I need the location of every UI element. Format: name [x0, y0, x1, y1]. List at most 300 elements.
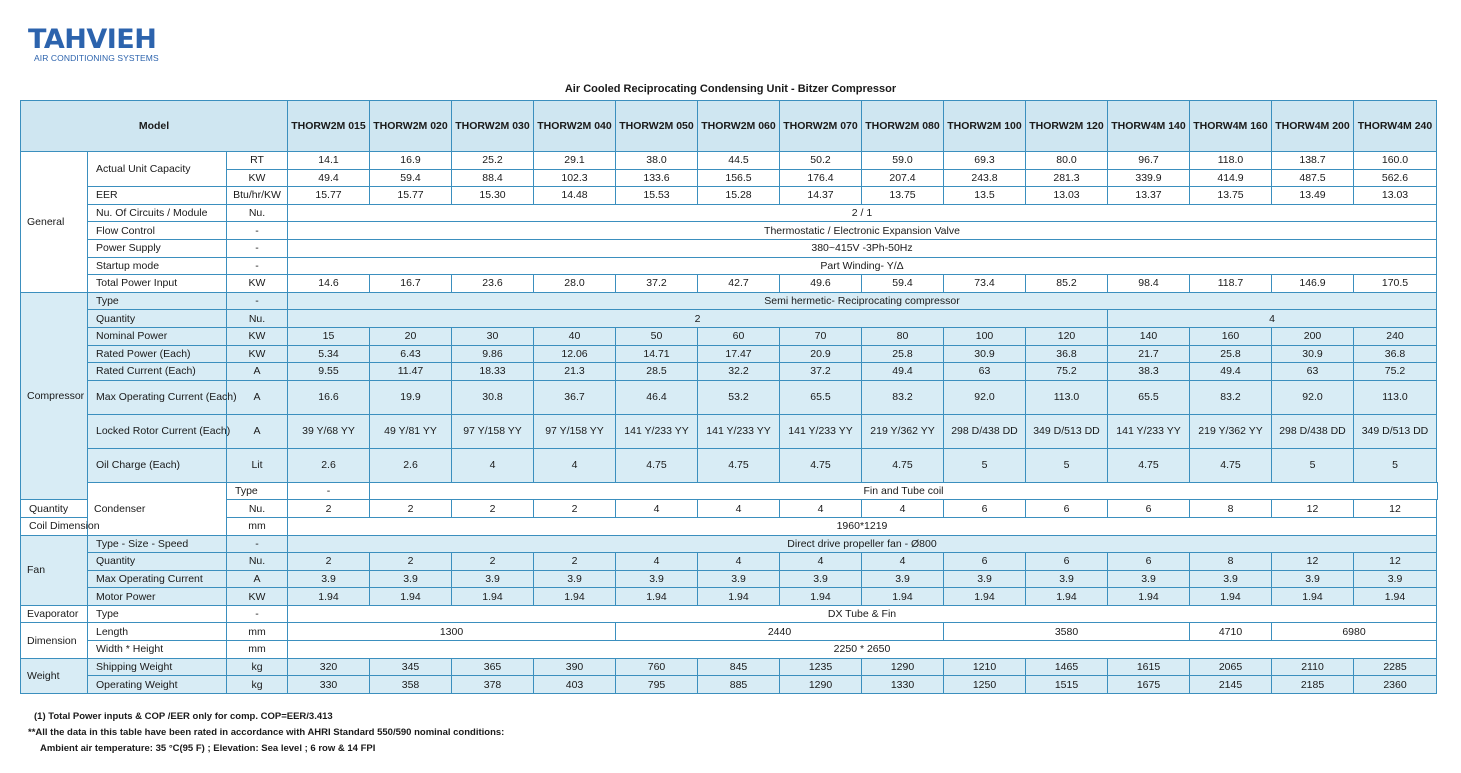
cell: 243.8	[944, 169, 1026, 187]
cell: 3.9	[452, 570, 534, 588]
cell: 3.9	[370, 570, 452, 588]
row-label: Rated Power (Each)	[88, 345, 227, 363]
cell: 1465	[1026, 658, 1108, 676]
cell: 63	[1272, 363, 1354, 381]
cell: 138.7	[1272, 152, 1354, 170]
cell: 14.1	[288, 152, 370, 170]
row-unit: -	[227, 535, 288, 553]
cell: 5	[1354, 448, 1437, 482]
cell: 1.94	[288, 588, 370, 606]
cell: 8	[1190, 500, 1272, 518]
cell: 113.0	[1026, 380, 1108, 414]
row-unit: Lit	[227, 448, 288, 482]
cell: 15.53	[616, 187, 698, 205]
cell: 1.94	[1272, 588, 1354, 606]
cell-span: Part Winding- Y/Δ	[288, 257, 1437, 275]
row-total-power	[21, 275, 1438, 293]
row-capacity-kw	[21, 169, 1438, 187]
cell: 2185	[1272, 676, 1354, 694]
cell: 59.4	[862, 275, 944, 293]
cell: 30	[452, 327, 534, 345]
cell: 97 Y/158 YY	[534, 414, 616, 448]
cell: 73.4	[944, 275, 1026, 293]
row-unit: KW	[227, 169, 288, 187]
row-comp-type	[21, 292, 1438, 310]
group-dimension: Dimension	[21, 623, 88, 658]
row-locked-rotor	[21, 414, 1438, 448]
cell: 25.8	[862, 345, 944, 363]
cell: 141 Y/233 YY	[698, 414, 780, 448]
cell: 25.8	[1190, 345, 1272, 363]
cell: 3.9	[1354, 570, 1437, 588]
cell: 65.5	[1108, 380, 1190, 414]
model-header: THORW4M 140	[1108, 101, 1190, 152]
cell: 15.30	[452, 187, 534, 205]
cell: 11.47	[370, 363, 452, 381]
brand-name: TAHVIEH	[28, 24, 157, 55]
row-label: Shipping Weight	[88, 658, 227, 676]
model-header: THORW2M 100	[944, 101, 1026, 152]
cell-span: Direct drive propeller fan - Ø800	[288, 535, 1437, 553]
cell: 1330	[862, 676, 944, 694]
row-unit: KW	[227, 588, 288, 606]
row-unit: -	[227, 605, 288, 623]
cell: 49.4	[288, 169, 370, 187]
cell: 18.33	[452, 363, 534, 381]
model-label: Model	[21, 101, 288, 152]
cell: 378	[452, 676, 534, 694]
cell: 6	[1026, 553, 1108, 571]
cell: 1.94	[1190, 588, 1272, 606]
row-label: Flow Control	[88, 222, 227, 240]
cell: 3.9	[944, 570, 1026, 588]
cell: 30.9	[1272, 345, 1354, 363]
cell: 3.9	[698, 570, 780, 588]
cell: 345	[370, 658, 452, 676]
cell: 9.55	[288, 363, 370, 381]
row-operating-weight	[21, 676, 1438, 694]
row-unit: mm	[227, 517, 288, 535]
cell: 30.9	[944, 345, 1026, 363]
cell: 390	[534, 658, 616, 676]
row-unit: mm	[227, 641, 288, 659]
cell: 50.2	[780, 152, 862, 170]
row-label: Nominal Power	[88, 327, 227, 345]
cell: 12	[1272, 553, 1354, 571]
cell: 6.43	[370, 345, 452, 363]
cell: 156.5	[698, 169, 780, 187]
row-label: Type	[227, 482, 288, 500]
row-unit: -	[227, 239, 288, 257]
cell: 12.06	[534, 345, 616, 363]
cell: 219 Y/362 YY	[1190, 414, 1272, 448]
cell: 2145	[1190, 676, 1272, 694]
row-flow-control	[21, 222, 1438, 240]
cell: 141 Y/233 YY	[616, 414, 698, 448]
row-comp-qty	[21, 310, 1438, 328]
row-label: Max Operating Current	[88, 570, 227, 588]
cell: 100	[944, 327, 1026, 345]
cell: 339.9	[1108, 169, 1190, 187]
cell: 3.9	[534, 570, 616, 588]
cell-span: 2440	[616, 623, 944, 641]
cell: 200	[1272, 327, 1354, 345]
cell: 97 Y/158 YY	[452, 414, 534, 448]
row-label: Operating Weight	[88, 676, 227, 694]
cell: 92.0	[944, 380, 1026, 414]
row-circuits	[21, 204, 1438, 222]
cell: 44.5	[698, 152, 780, 170]
cell: 1.94	[1354, 588, 1437, 606]
cell: 39 Y/68 YY	[288, 414, 370, 448]
row-unit: -	[288, 482, 370, 500]
cell: 1250	[944, 676, 1026, 694]
cell: 1.94	[1108, 588, 1190, 606]
model-header: THORW2M 020	[370, 101, 452, 152]
row-label: Quantity	[21, 500, 88, 518]
cell: 2.6	[288, 448, 370, 482]
cell: 13.5	[944, 187, 1026, 205]
row-unit: -	[227, 222, 288, 240]
cell: 2	[452, 553, 534, 571]
cell: 75.2	[1026, 363, 1108, 381]
row-unit: Btu/hr/KW	[227, 187, 288, 205]
cell: 6	[944, 500, 1026, 518]
cell: 83.2	[1190, 380, 1272, 414]
cell: 23.6	[452, 275, 534, 293]
cell: 4.75	[616, 448, 698, 482]
cell: 1.94	[780, 588, 862, 606]
row-unit: mm	[227, 623, 288, 641]
cell: 3.9	[616, 570, 698, 588]
cell: 219 Y/362 YY	[862, 414, 944, 448]
row-length	[21, 623, 1438, 641]
cell: 5	[944, 448, 1026, 482]
group-fan: Fan	[21, 535, 88, 605]
cell: 36.7	[534, 380, 616, 414]
cell: 760	[616, 658, 698, 676]
model-header: THORW2M 080	[862, 101, 944, 152]
model-header: THORW2M 015	[288, 101, 370, 152]
cell: 160.0	[1354, 152, 1437, 170]
cell: 330	[288, 676, 370, 694]
cell: 16.9	[370, 152, 452, 170]
cell: 140	[1108, 327, 1190, 345]
row-startup	[21, 257, 1438, 275]
row-label: Width * Height	[88, 641, 227, 659]
cell: 3.9	[288, 570, 370, 588]
cell: 83.2	[862, 380, 944, 414]
cell: 37.2	[780, 363, 862, 381]
cell: 42.7	[698, 275, 780, 293]
cell: 13.75	[1190, 187, 1272, 205]
cell: 15	[288, 327, 370, 345]
cell: 562.6	[1354, 169, 1437, 187]
row-label: Type	[88, 292, 227, 310]
cell: 403	[534, 676, 616, 694]
cell: 3.9	[1108, 570, 1190, 588]
group-compressor: Compressor	[21, 292, 88, 500]
cell: 170.5	[1354, 275, 1437, 293]
cell: 49.6	[780, 275, 862, 293]
cell: 298 D/438 DD	[1272, 414, 1354, 448]
cell: 176.4	[780, 169, 862, 187]
cell: 141 Y/233 YY	[780, 414, 862, 448]
row-unit: Nu.	[227, 500, 288, 518]
cell: 49.4	[862, 363, 944, 381]
row-power-supply	[21, 239, 1438, 257]
cell: 2	[370, 500, 452, 518]
row-cond-qty	[21, 500, 1438, 518]
row-width-height	[21, 641, 1438, 659]
cell: 14.37	[780, 187, 862, 205]
cell: 25.2	[452, 152, 534, 170]
cell: 4.75	[780, 448, 862, 482]
row-label: Length	[88, 623, 227, 641]
cell: 8	[1190, 553, 1272, 571]
row-label: Quantity	[88, 310, 227, 328]
cell: 59.4	[370, 169, 452, 187]
cell-span: DX Tube & Fin	[288, 605, 1437, 623]
cell: 4	[698, 553, 780, 571]
cell: 32.2	[698, 363, 780, 381]
cell: 12	[1272, 500, 1354, 518]
cell: 65.5	[780, 380, 862, 414]
cell: 13.03	[1354, 187, 1437, 205]
footnote: **All the data in this table have been rated in accordance with AHRI Standard 550/590 nominal conditions:	[28, 727, 505, 738]
cell-span: 1960*1219	[288, 517, 1437, 535]
row-label: EER	[88, 187, 227, 205]
row-unit: KW	[227, 327, 288, 345]
cell: 16.6	[288, 380, 370, 414]
cell: 12	[1354, 500, 1437, 518]
row-fan-current	[21, 570, 1438, 588]
cell: 2	[534, 553, 616, 571]
cell: 365	[452, 658, 534, 676]
cell: 46.4	[616, 380, 698, 414]
cell-span: 2	[288, 310, 1108, 328]
cell: 38.0	[616, 152, 698, 170]
cell: 2	[288, 553, 370, 571]
page-title: Air Cooled Reciprocating Condensing Unit - Bitzer Compressor	[564, 83, 897, 95]
cell: 2	[370, 553, 452, 571]
cell: 4	[534, 448, 616, 482]
cell: 20.9	[780, 345, 862, 363]
cell-span: 6980	[1272, 623, 1437, 641]
cell: 2065	[1190, 658, 1272, 676]
cell: 60	[698, 327, 780, 345]
cell: 1675	[1108, 676, 1190, 694]
model-header: THORW2M 060	[698, 101, 780, 152]
cell: 1.94	[698, 588, 780, 606]
cell: 1.94	[616, 588, 698, 606]
cell: 2	[288, 500, 370, 518]
cell: 69.3	[944, 152, 1026, 170]
cell: 5	[1272, 448, 1354, 482]
row-evap-type	[21, 605, 1438, 623]
cell: 320	[288, 658, 370, 676]
cell: 4	[698, 500, 780, 518]
cell-span: 3580	[944, 623, 1190, 641]
cell: 37.2	[616, 275, 698, 293]
cell: 14.6	[288, 275, 370, 293]
model-header: THORW2M 050	[616, 101, 698, 152]
cell: 4	[780, 553, 862, 571]
cell: 20	[370, 327, 452, 345]
cell-span: 4	[1108, 310, 1437, 328]
cell: 4.75	[862, 448, 944, 482]
cell: 40	[534, 327, 616, 345]
cell: 2285	[1354, 658, 1437, 676]
cell: 4.75	[1108, 448, 1190, 482]
cell: 70	[780, 327, 862, 345]
cell: 207.4	[862, 169, 944, 187]
cell: 1235	[780, 658, 862, 676]
cell-span: Fin and Tube coil	[370, 482, 1438, 500]
cell: 349 D/513 DD	[1026, 414, 1108, 448]
model-header: THORW4M 160	[1190, 101, 1272, 152]
cell: 141 Y/233 YY	[1108, 414, 1190, 448]
cell: 298 D/438 DD	[944, 414, 1026, 448]
cell: 4	[616, 553, 698, 571]
cell: 414.9	[1190, 169, 1272, 187]
cell: 12	[1354, 553, 1437, 571]
row-label: Coil Dimension	[21, 517, 88, 535]
row-coil-dimension	[21, 517, 1438, 535]
cell-span: 2250 * 2650	[288, 641, 1437, 659]
cell: 2360	[1354, 676, 1437, 694]
cell: 349 D/513 DD	[1354, 414, 1437, 448]
cell: 1.94	[370, 588, 452, 606]
row-eer	[21, 187, 1438, 205]
cell-span: 1300	[288, 623, 616, 641]
cell: 75.2	[1354, 363, 1437, 381]
model-header: THORW2M 030	[452, 101, 534, 152]
cell: 4	[780, 500, 862, 518]
cell: 2.6	[370, 448, 452, 482]
cell-span: Thermostatic / Electronic Expansion Valve	[288, 222, 1437, 240]
cell: 5	[1026, 448, 1108, 482]
footnote: Ambient air temperature: 35 °C(95 F) ; Elevation: Sea level ; 6 row & 14 FPI	[40, 743, 376, 754]
cell: 2	[534, 500, 616, 518]
cell: 13.03	[1026, 187, 1108, 205]
cell: 4.75	[1190, 448, 1272, 482]
cell: 59.0	[862, 152, 944, 170]
row-unit: KW	[227, 345, 288, 363]
cell: 15.77	[370, 187, 452, 205]
cell: 50	[616, 327, 698, 345]
cell: 15.77	[288, 187, 370, 205]
cell-span: 4710	[1190, 623, 1272, 641]
row-label: Power Supply	[88, 239, 227, 257]
cell: 92.0	[1272, 380, 1354, 414]
cell: 6	[1026, 500, 1108, 518]
cell-span: 2 / 1	[288, 204, 1437, 222]
cell: 845	[698, 658, 780, 676]
cell: 13.37	[1108, 187, 1190, 205]
row-unit: A	[227, 570, 288, 588]
cell: 28.5	[616, 363, 698, 381]
row-label: Quantity	[88, 553, 227, 571]
row-label: Type	[88, 605, 227, 623]
cell: 3.9	[1272, 570, 1354, 588]
cell: 96.7	[1108, 152, 1190, 170]
brand-tagline: AIR CONDITIONING SYSTEMS	[34, 53, 159, 63]
row-unit: kg	[227, 658, 288, 676]
row-unit: kg	[227, 676, 288, 694]
row-rated-current	[21, 363, 1438, 381]
row-unit: Nu.	[227, 310, 288, 328]
cell: 3.9	[1026, 570, 1108, 588]
cell: 30.8	[452, 380, 534, 414]
row-unit: A	[227, 414, 288, 448]
row-unit: A	[227, 363, 288, 381]
cell: 281.3	[1026, 169, 1108, 187]
row-nominal-power	[21, 327, 1438, 345]
row-max-current	[21, 380, 1438, 414]
cell: 4	[862, 553, 944, 571]
row-unit: -	[227, 292, 288, 310]
row-unit: RT	[227, 152, 288, 170]
cell: 1.94	[534, 588, 616, 606]
cell: 1210	[944, 658, 1026, 676]
model-header: THORW2M 070	[780, 101, 862, 152]
cell: 487.5	[1272, 169, 1354, 187]
row-label: Nu. Of Circuits / Module	[88, 204, 227, 222]
cell: 88.4	[452, 169, 534, 187]
row-oil-charge	[21, 448, 1438, 482]
cell: 49.4	[1190, 363, 1272, 381]
row-fan-type	[21, 535, 1438, 553]
cell: 6	[1108, 553, 1190, 571]
cell: 4.75	[698, 448, 780, 482]
cell: 146.9	[1272, 275, 1354, 293]
cell: 80	[862, 327, 944, 345]
cell: 53.2	[698, 380, 780, 414]
cell: 49 Y/81 YY	[370, 414, 452, 448]
cell: 1515	[1026, 676, 1108, 694]
cell: 2	[452, 500, 534, 518]
cell: 9.86	[452, 345, 534, 363]
cell: 98.4	[1108, 275, 1190, 293]
cell: 1615	[1108, 658, 1190, 676]
cell: 1290	[780, 676, 862, 694]
cell: 15.28	[698, 187, 780, 205]
cell: 4	[452, 448, 534, 482]
cell: 795	[616, 676, 698, 694]
row-label: Oil Charge (Each)	[88, 448, 227, 482]
row-cond-type	[21, 482, 1438, 500]
cell: 118.7	[1190, 275, 1272, 293]
cell: 36.8	[1026, 345, 1108, 363]
cell: 4	[616, 500, 698, 518]
cell: 85.2	[1026, 275, 1108, 293]
row-fan-qty	[21, 553, 1438, 571]
cell: 133.6	[616, 169, 698, 187]
cell: 17.47	[698, 345, 780, 363]
row-label: Total Power Input	[88, 275, 227, 293]
row-motor-power	[21, 588, 1438, 606]
cell: 6	[1108, 500, 1190, 518]
row-label: Type - Size - Speed	[88, 535, 227, 553]
cell: 16.7	[370, 275, 452, 293]
model-header: THORW4M 200	[1272, 101, 1354, 152]
row-label: Actual Unit Capacity	[88, 152, 227, 187]
group-general: General	[21, 152, 88, 293]
cell: 28.0	[534, 275, 616, 293]
group-evaporator: Evaporator	[21, 605, 88, 623]
cell: 80.0	[1026, 152, 1108, 170]
